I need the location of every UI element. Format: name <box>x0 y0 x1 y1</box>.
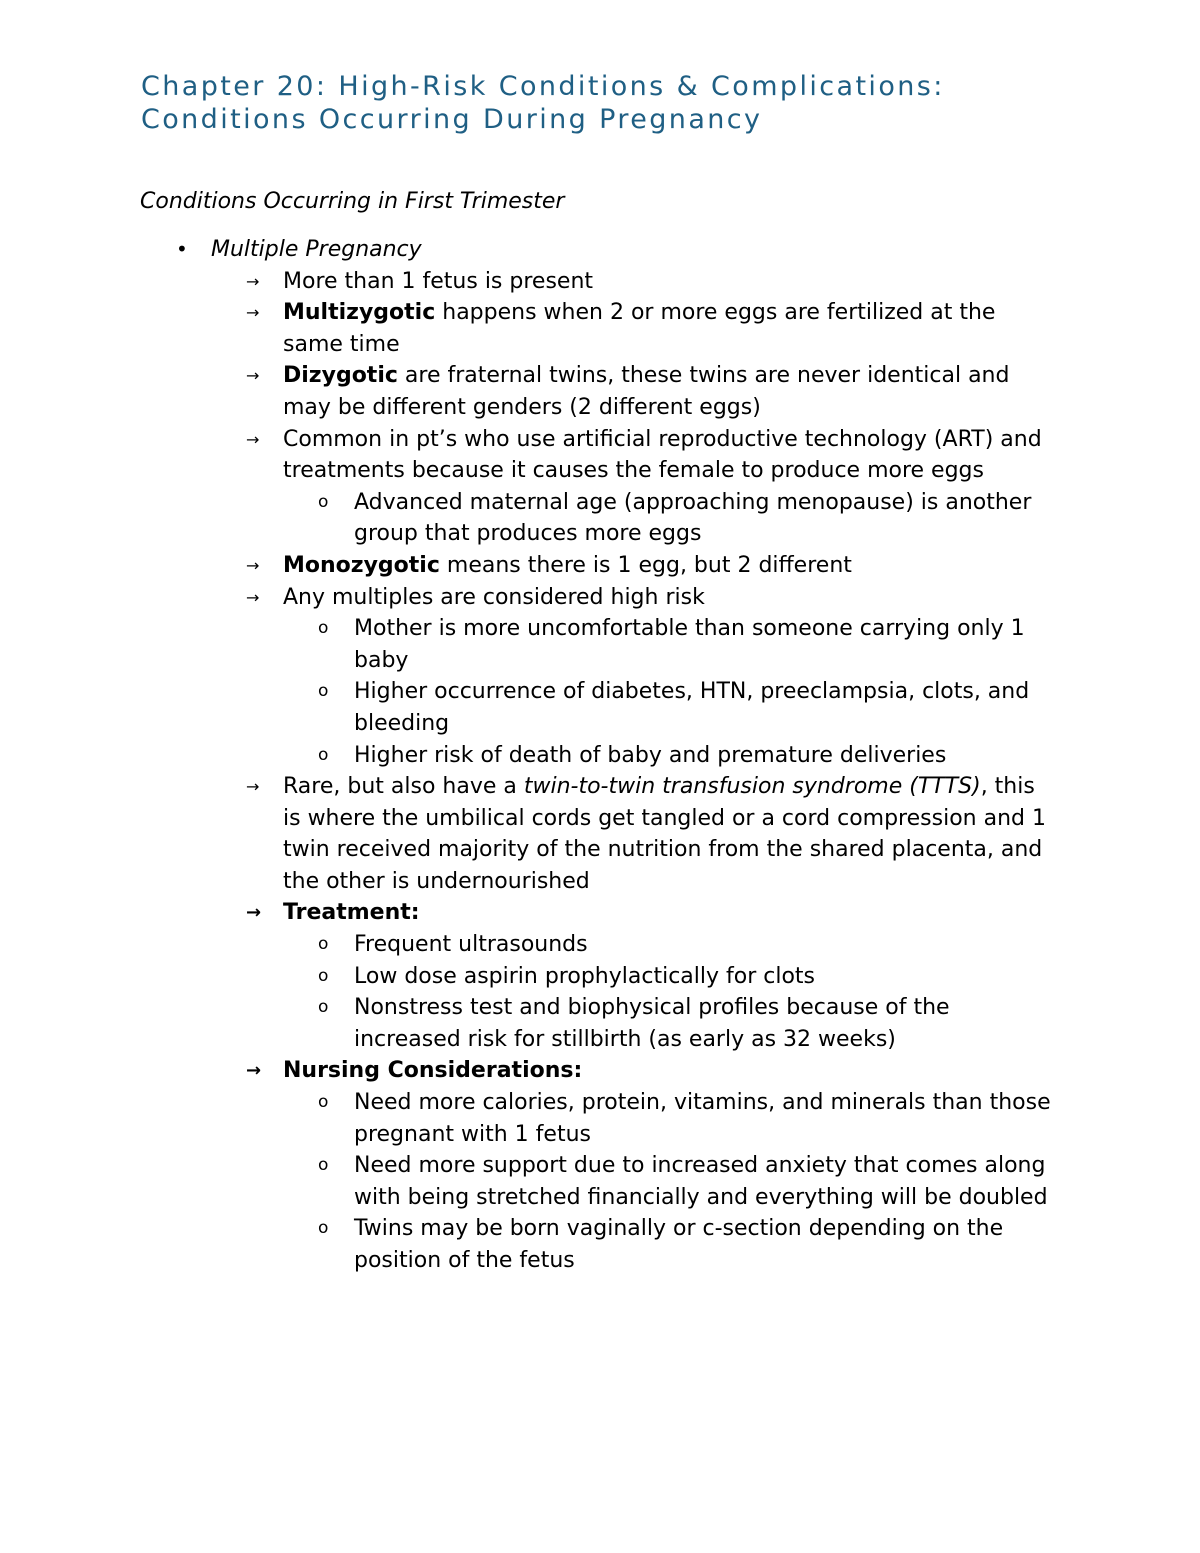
arrow-icon: → <box>246 1060 262 1082</box>
list-item <box>0 297 1053 360</box>
sub-list-item <box>0 487 1054 550</box>
sub-list-item <box>0 1087 1054 1150</box>
sub-bullet-icon: o <box>318 1092 329 1113</box>
nursing-considerations-heading <box>0 1055 1053 1087</box>
item-text: , this is where the umbilical cords get tangled or a cord compression and 1 twin received majority of the nutrition from the shared placenta, and the other is undernourished <box>283 774 1046 894</box>
sub-item-text: Higher risk of death of baby and premature deliveries <box>354 742 947 768</box>
sub-list-item <box>0 740 1054 772</box>
section-heading: Conditions Occurring in First Trimester <box>140 189 565 214</box>
sub-item-text: Low dose aspirin prophylactically for clots <box>354 963 816 989</box>
sub-bullet-icon: o <box>318 618 329 639</box>
item-text: Common in pt’s who use artificial reproductive technology (ART) and treatments because it causes the female to produce more eggs <box>283 426 1042 484</box>
sub-item-text: Nonstress test and biophysical profiles because of the increased risk for stillbirth (as early as 32 weeks) <box>354 995 950 1052</box>
item-text: means there is 1 egg, but 2 different <box>439 552 852 578</box>
sub-list-item <box>0 676 1054 739</box>
title-line-1: Chapter 20: High-Risk Conditions & Complications: <box>141 71 945 102</box>
item-text: Any multiples are considered high risk <box>283 584 705 610</box>
item-term: Multizygotic <box>283 300 436 326</box>
sub-item-text: Need more support due to increased anxiety that comes along with being stretched financially and everything will be doubled <box>354 1153 1048 1210</box>
list-item <box>0 582 1053 614</box>
sub-bullet-icon: o <box>318 681 329 702</box>
sub-item-text: Mother is more uncomfortable than someone carrying only 1 baby <box>354 616 1025 673</box>
item-heading: Treatment: <box>283 900 420 926</box>
sub-item-text: Need more calories, protein, vitamins, and minerals than those pregnant with 1 fetus <box>354 1090 1051 1147</box>
sub-bullet-icon: o <box>318 1155 329 1176</box>
item-heading: Nursing Considerations: <box>283 1058 583 1084</box>
sub-list-item <box>0 1213 1054 1276</box>
notes-list <box>0 234 1200 1277</box>
topic-item <box>0 234 1200 266</box>
list-item <box>0 424 1053 487</box>
sub-list-item <box>0 961 1054 993</box>
sub-bullet-icon: o <box>318 997 329 1018</box>
sub-bullet-icon: o <box>318 491 329 512</box>
sub-list-item <box>0 613 1054 676</box>
sub-item-text: Advanced maternal age (approaching menopause) is another group that produces more eggs <box>354 489 1032 547</box>
sub-list-item <box>0 992 1054 1055</box>
list-item <box>0 266 1053 298</box>
arrow-icon: → <box>246 303 260 323</box>
arrow-icon: → <box>246 429 260 449</box>
item-term: Monozygotic <box>283 552 440 578</box>
bullet-icon: • <box>176 237 188 261</box>
list-item <box>0 360 1053 423</box>
arrow-icon: → <box>246 902 262 924</box>
sub-item-text: Frequent ultrasounds <box>354 932 588 958</box>
item-emphasis: twin-to-twin transfusion syndrome (TTTS) <box>523 774 981 800</box>
list-item <box>0 550 1053 582</box>
arrow-icon: → <box>246 777 260 797</box>
sub-bullet-icon: o <box>318 934 329 955</box>
item-pre-text: Rare, but also have a <box>283 774 524 800</box>
item-text: are fraternal twins, these twins are never identical and may be different genders (2 different eggs) <box>283 363 1010 420</box>
treatment-heading <box>0 897 1053 929</box>
sub-bullet-icon: o <box>318 965 329 986</box>
arrow-icon: → <box>246 587 260 607</box>
sub-list-item <box>0 1150 1054 1213</box>
arrow-icon: → <box>246 555 260 575</box>
sub-item-text: Twins may be born vaginally or c-section depending on the position of the fetus <box>354 1216 1004 1273</box>
arrow-icon: → <box>246 366 260 386</box>
list-item <box>0 771 1053 897</box>
page-title <box>141 70 945 136</box>
item-term: Dizygotic <box>283 363 398 389</box>
title-line-2: Conditions Occurring During Pregnancy <box>141 104 763 135</box>
item-text: happens when 2 or more eggs are fertilized at the same time <box>283 300 996 357</box>
arrow-icon: → <box>246 271 260 291</box>
topic-label: Multiple Pregnancy <box>211 237 422 262</box>
sub-bullet-icon: o <box>318 744 329 765</box>
sub-item-text: Higher occurrence of diabetes, HTN, preeclampsia, clots, and bleeding <box>354 679 1030 736</box>
item-text: More than 1 fetus is present <box>283 268 594 294</box>
sub-list-item <box>0 929 1054 961</box>
sub-bullet-icon: o <box>318 1218 329 1239</box>
